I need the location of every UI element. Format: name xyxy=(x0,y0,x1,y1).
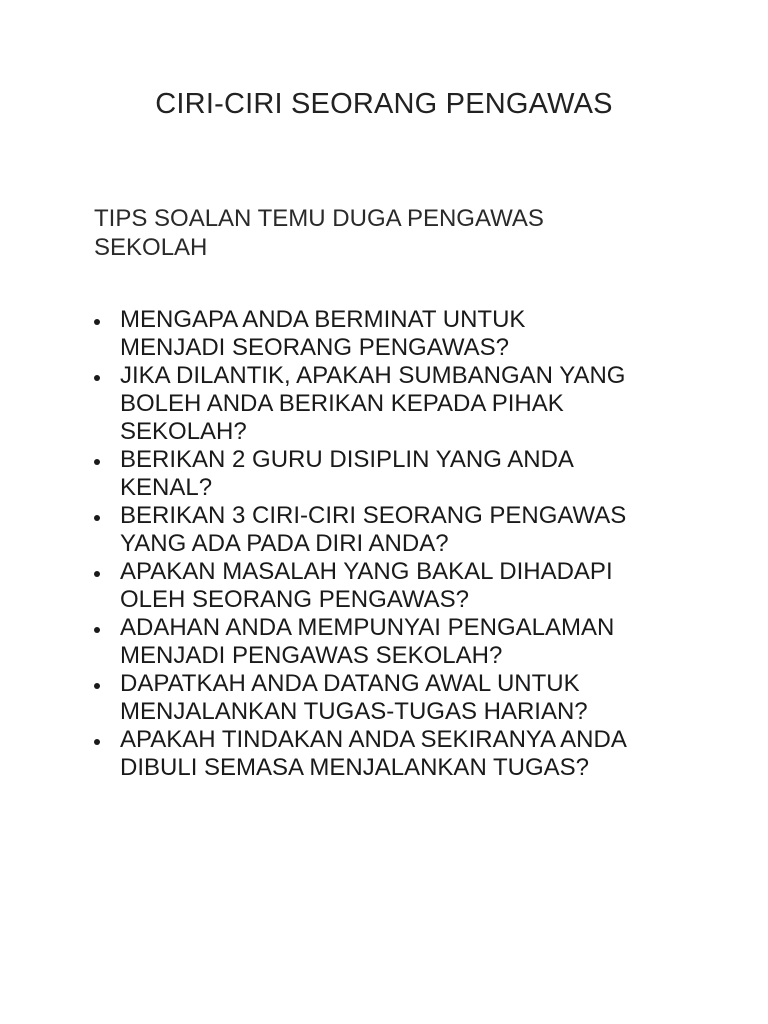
bullet-icon xyxy=(94,459,100,465)
question-item xyxy=(94,614,694,670)
question-line: BERIKAN 3 CIRI-CIRI SEORANG PENGAWAS xyxy=(120,502,627,529)
question-line: DAPATKAH ANDA DATANG AWAL UNTUK xyxy=(120,670,580,697)
question-line: JIKA DILANTIK, APAKAH SUMBANGAN YANG xyxy=(120,362,626,389)
question-line: SEKOLAH? xyxy=(120,418,247,445)
bullet-icon xyxy=(94,571,100,577)
question-item xyxy=(94,306,694,362)
subtitle-line-1: TIPS SOALAN TEMU DUGA PENGAWAS xyxy=(94,205,544,232)
question-item xyxy=(94,726,694,782)
question-line: DIBULI SEMASA MENJALANKAN TUGAS? xyxy=(120,754,590,781)
bullet-icon xyxy=(94,515,100,521)
question-line: ADAHAN ANDA MEMPUNYAI PENGALAMAN xyxy=(120,614,615,641)
question-line: MENJADI PENGAWAS SEKOLAH? xyxy=(120,642,503,669)
question-item xyxy=(94,670,694,726)
bullet-icon xyxy=(94,375,100,381)
document-subtitle xyxy=(94,204,654,262)
question-line: MENGAPA ANDA BERMINAT UNTUK xyxy=(120,306,526,333)
question-line: YANG ADA PADA DIRI ANDA? xyxy=(120,530,449,557)
subtitle-line-2: SEKOLAH xyxy=(94,234,208,261)
question-item xyxy=(94,446,694,502)
question-line: MENJALANKAN TUGAS-TUGAS HARIAN? xyxy=(120,698,588,725)
question-item xyxy=(94,502,694,558)
question-line: BOLEH ANDA BERIKAN KEPADA PIHAK xyxy=(120,390,564,417)
question-line: APAKAH TINDAKAN ANDA SEKIRANYA ANDA xyxy=(120,726,627,753)
question-line: OLEH SEORANG PENGAWAS? xyxy=(120,586,469,613)
question-line: KENAL? xyxy=(120,474,213,501)
question-item xyxy=(94,362,694,446)
bullet-icon xyxy=(94,319,100,325)
bullet-icon xyxy=(94,739,100,745)
question-line: MENJADI SEORANG PENGAWAS? xyxy=(120,334,509,361)
bullet-icon xyxy=(94,683,100,689)
bullet-icon xyxy=(94,627,100,633)
question-line: APAKAN MASALAH YANG BAKAL DIHADAPI xyxy=(120,558,613,585)
question-line: BERIKAN 2 GURU DISIPLIN YANG ANDA xyxy=(120,446,574,473)
question-list xyxy=(94,306,694,782)
question-item xyxy=(94,558,694,614)
document-title: CIRI-CIRI SEORANG PENGAWAS xyxy=(155,88,613,120)
